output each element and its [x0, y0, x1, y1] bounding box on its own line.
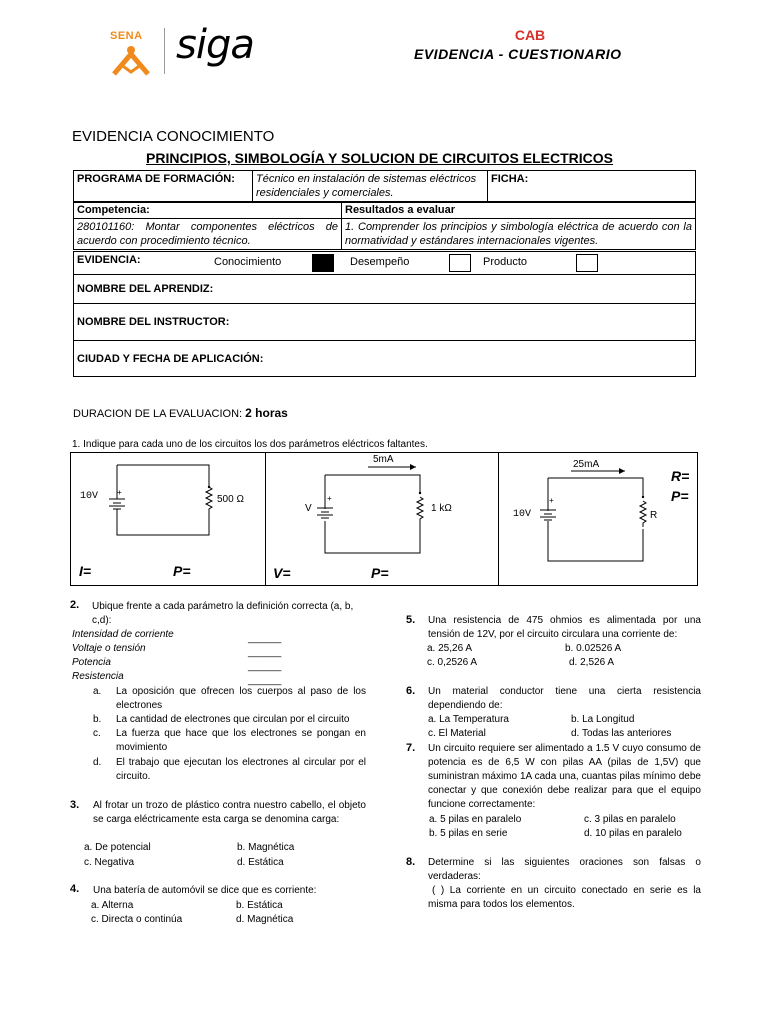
programa-label-cell: PROGRAMA DE FORMACIÓN: [74, 171, 253, 203]
c3-resistance: R [650, 510, 658, 521]
siga-logo-text: siga [176, 22, 254, 68]
ficha-label: FICHA: [488, 171, 696, 203]
q2-blank[interactable]: ______ [248, 633, 282, 644]
q2-option-label: b. [93, 714, 102, 725]
q6-number: 6. [406, 685, 416, 697]
c3-answer-1: R= [671, 468, 690, 484]
q6-text: Un material conductor tiene una cierta resistencia dependiendo de: [428, 686, 701, 711]
section-title: EVIDENCIA CONOCIMIENTO [72, 128, 275, 145]
c1-answer-1: I= [79, 563, 92, 579]
form-table-2 [73, 201, 696, 250]
q5-option-d[interactable]: d. 2,526 A [569, 657, 615, 668]
cab-label: CAB [514, 27, 546, 43]
evidencia-label: EVIDENCIA: [77, 254, 141, 266]
q2-param: Resistencia [72, 671, 124, 682]
competencia-value: 280101160: Montar componentes eléctricos de acuerdo con procedimiento técnico. [74, 219, 342, 250]
form-table-3 [73, 251, 696, 377]
q3-option-d[interactable]: d. Estática [237, 857, 284, 868]
q7-option-d[interactable]: d. 10 pilas en paralelo [584, 828, 682, 839]
form-table [73, 170, 696, 203]
q2-option-text: La oposición que ofrecen los cuerpos al paso de los electrones [116, 686, 366, 711]
q4-number: 4. [70, 883, 80, 895]
q5-option-b[interactable]: b. 0.02526 A [565, 643, 622, 654]
competencia-label: Competencia: [74, 202, 342, 219]
q8-item: ( ) La corriente en un circuito conectado en serie es la misma para todos los elementos. [428, 885, 701, 910]
c2-resistance: 1 kΩ [431, 503, 452, 514]
q4-option-a[interactable]: a. Alterna [91, 900, 134, 911]
instructor-label: NOMBRE DEL INSTRUCTOR: [74, 304, 696, 341]
q2-param: Potencia [72, 657, 111, 668]
q4-option-d[interactable]: d. Magnética [236, 914, 294, 925]
c1-answer-2: P= [173, 563, 191, 579]
q5-option-a[interactable]: a. 25,26 A [427, 643, 473, 654]
q6-option-a[interactable]: a. La Temperatura [428, 714, 509, 725]
duration-value: 2 horas [245, 406, 288, 420]
q2-number: 2. [70, 599, 80, 611]
q2-option-label: d. [93, 757, 102, 768]
q1-text: 1. Indique para cada uno de los circuitos los dos parámetros eléctricos faltantes. [72, 439, 428, 450]
q7-option-a[interactable]: a. 5 pilas en paralelo [429, 814, 522, 825]
q2-blank[interactable]: ______ [248, 675, 282, 686]
q2-option-text: La cantidad de electrones que circulan por el circuito [116, 714, 350, 725]
q2-param: Intensidad de corriente [72, 629, 174, 640]
evidencia-row [74, 252, 696, 275]
q6-option-c[interactable]: c. El Material [428, 728, 486, 739]
conocimiento-checkbox[interactable] [312, 254, 334, 272]
q8-text: Determine si las siguientes oraciones son falsas o verdaderas: [428, 857, 701, 882]
q3-option-b[interactable]: b. Magnética [237, 842, 295, 853]
programa-value: Técnico en instalación de sistemas eléctricos residenciales y comerciales. [253, 171, 488, 203]
q2-blank[interactable]: ______ [248, 647, 282, 658]
c1-resistance: 500 Ω [217, 494, 244, 505]
desempeno-label: Desempeño [350, 256, 410, 268]
q7-option-c[interactable]: c. 3 pilas en paralelo [584, 814, 676, 825]
q2-option-label: c. [93, 728, 101, 739]
q4-option-b[interactable]: b. Estática [236, 900, 283, 911]
resultados-value: 1. Comprender los principios y simbología eléctrica de acuerdo con la normatividad y estándares internacionales vigentes. [342, 219, 696, 250]
q2-blank[interactable]: ______ [248, 661, 282, 672]
q7-option-b[interactable]: b. 5 pilas en serie [429, 828, 508, 839]
c2-answer-1: V= [273, 565, 291, 581]
q7-number: 7. [406, 742, 416, 754]
plus-sign: + [327, 495, 332, 504]
q3-option-c[interactable]: c. Negativa [84, 857, 135, 868]
c2-current: 5mA [373, 454, 394, 465]
q6-option-d[interactable]: d. Todas las anteriores [571, 728, 672, 739]
circuit-panels [70, 452, 698, 586]
resultados-label: Resultados a evaluar [342, 202, 696, 219]
q3-option-a[interactable]: a. De potencial [84, 842, 151, 853]
q2-option-text: El trabajo que ejecutan los electrones al circular por el circuito. [116, 757, 366, 782]
ciudad-label: CIUDAD Y FECHA DE APLICACIÓN: [74, 341, 696, 377]
q3-text: Al frotar un trozo de plástico contra nuestro cabello, el objeto se carga eléctricamente esta carga se denomina carga: [93, 800, 366, 825]
evidencia-cuestionario-title: EVIDENCIA - CUESTIONARIO [414, 46, 622, 62]
q3-number: 3. [70, 799, 80, 811]
duration-label: DURACION DE LA EVALUACION: [73, 408, 246, 420]
q6-option-b[interactable]: b. La Longitud [571, 714, 635, 725]
q4-option-c[interactable]: c. Directa o continúa [91, 914, 183, 925]
circuit-1 [71, 453, 265, 585]
desempeno-checkbox[interactable] [449, 254, 471, 272]
c2-voltage: V [305, 503, 312, 514]
q5-text: Una resistencia de 475 ohmios es alimentada por una tensión de 12V, por el circuito circulara una corriente de: [428, 615, 701, 640]
c3-current: 25mA [573, 459, 600, 470]
q4-text: Una batería de automóvil se dice que es corriente: [93, 885, 317, 896]
producto-checkbox[interactable] [576, 254, 598, 272]
q5-number: 5. [406, 614, 416, 626]
q2-text: Ubique frente a cada parámetro la definición correcta (a, b, c,d): [92, 601, 354, 626]
plus-sign: + [549, 497, 554, 506]
q2-option-text: La fuerza que hace que los electrones se pongan en movimiento [116, 728, 366, 753]
c2-answer-2: P= [371, 565, 389, 581]
plus-sign: + [117, 489, 122, 498]
duration [73, 406, 288, 421]
c3-voltage: 10V [513, 509, 532, 520]
q2-param: Voltaje o tensión [72, 643, 146, 654]
q8-number: 8. [406, 856, 416, 868]
c1-voltage: 10V [80, 491, 99, 502]
sena-logo-text: SENA [110, 30, 143, 42]
c3-answer-2: P= [671, 488, 689, 504]
aprendiz-label: NOMBRE DEL APRENDIZ: [74, 275, 696, 304]
q7-text: Un circuito requiere ser alimentado a 1.5 V cuyo consumo de potencia es de 6,5 W con pilas AA (pilas de 1,5V) que suministran máximo 1A cada una, cuantas pilas mínimo debe conectar y que conexión debe realizar para que el equipo funcione correctamente: [428, 743, 701, 810]
q5-option-c[interactable]: c. 0,2526 A [427, 657, 478, 668]
producto-label: Producto [483, 256, 528, 268]
q2-option-label: a. [93, 686, 102, 697]
conocimiento-label: Conocimiento [214, 256, 282, 268]
main-title: PRINCIPIOS, SIMBOLOGÍA Y SOLUCION DE CIRCUITOS ELECTRICOS [146, 150, 613, 166]
